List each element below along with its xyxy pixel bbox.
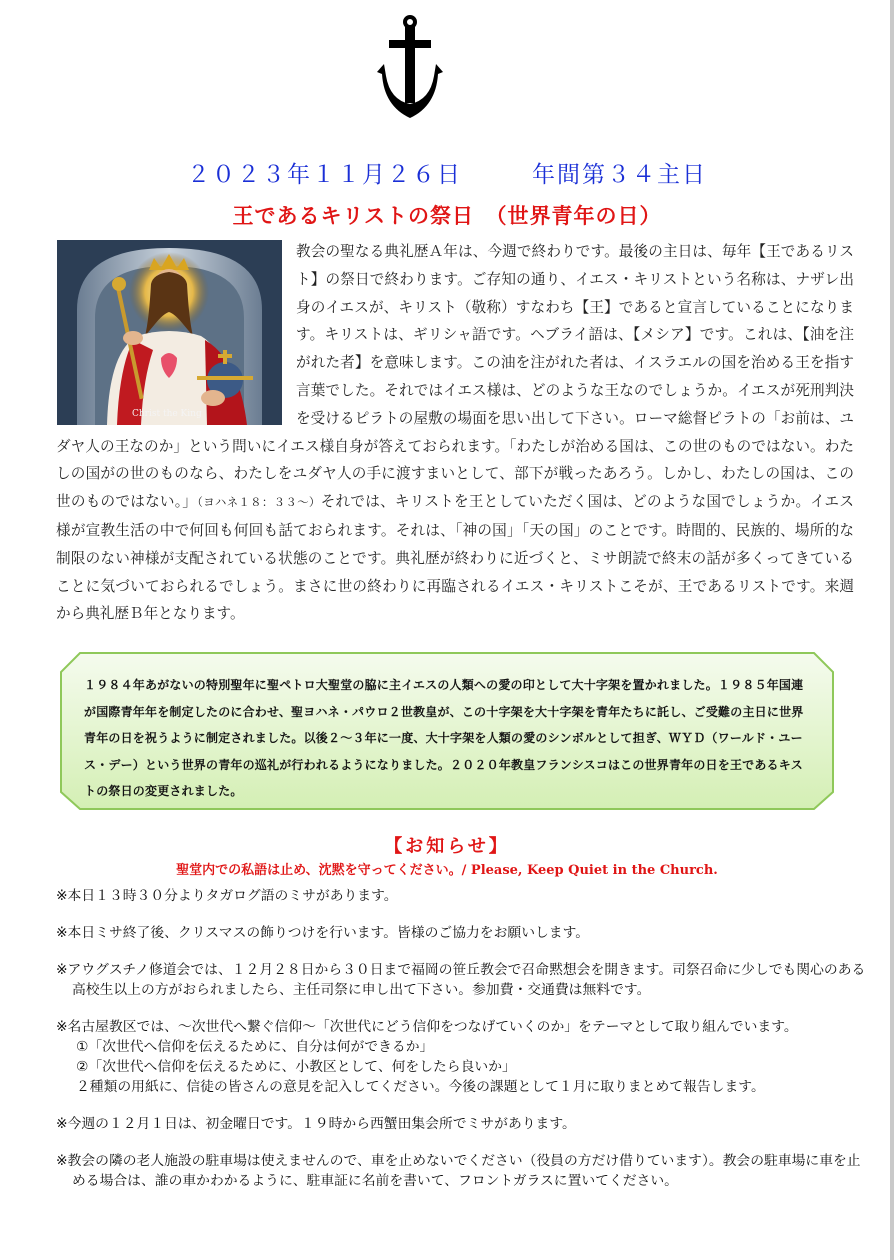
date: ２０２３年１１月２６日 (187, 162, 462, 188)
date-line (0, 156, 894, 189)
image-caption: Christ the King (132, 409, 202, 419)
notice-parking: ※教会の隣の老人施設の駐車場は使えませんので、車を止めないでください（役員の方だけ借りています）。教会の駐車場に車を止める場合は、誰の車かわかるように、駐車証に名前を書いて、フロントガラスに置いてください。 (56, 1153, 861, 1189)
notice-nagoya-text: ※名古屋教区では、～次世代へ繋ぐ信仰～「次世代にどう信仰をつなげていくのか」をテーマとして取り組んでいます。 (56, 1019, 798, 1035)
christ-the-king-image (57, 240, 282, 425)
notice-title: 【お知らせ】 (384, 836, 510, 857)
notice-nagoya-question-2: ②「次世代へ信仰を伝えるために、小教区として、何をしたら良いか」 (76, 1059, 516, 1075)
feast-title: 王であるキリストの祭日 （世界青年の日） (232, 204, 662, 228)
article-text-main: 教会の聖なる典礼歴Ａ年は、今週で終わりです。最後の主日は、毎年【王であるリスト】の祭日で終わります。ご存知の通り、イエス・キリストという名称は、ナザレ出身のイエスが、キリスト（敬称）すなわち【王】であると宣言していることになります。キリストは、ギリシャ語です。ヘブライ語は、【メシア】です。これは、【油を注がれた者】を意味します。この油を注がれた者は、イスラエルの国を治める王を指す言葉でした。それではイエス様は、どのような王なのでしょうか。イエスが死刑判決を受けるピラトの屋敷の場面を思い出して下さい。ローマ総督ピラトの「お前は、ユダヤ人の王なのか」という問いにイエス様自身が答えておられます。「わたしが治める国は、この世のものではない。わたしの国がの世のものなら、わたしをユダヤ人の手に渡すまいとして、部下が戦ったあろう。しかし、わたしの国は、この世のものではない。」 (56, 243, 854, 511)
notice-nagoya-question-1: ①「次世代へ信仰を伝えるために、自分は何ができるか」 (76, 1039, 434, 1055)
article-text-end: それでは、キリストを王としていただく国は、どのような国でしょうか。イエス様が宣教生活の中で何回も何回も話ておられます。それは、「神の国」「天の国」のことです。時間的、民族的、場所的な制限のない神様が支配されている状態のことです。典礼歴が終わりに近づくと、ミサ朗読で終末の話が多くってきていることに気づいておられるでしょう。まさに世の終わりに再臨されるイエス・キリストこそが、王であるリストです。来週から典礼歴Ｂ年となります。 (56, 493, 854, 623)
wyd-text: １９８４年あがないの特別聖年に聖ペトロ大聖堂の脇に主イエスの人類への愛の印として大十字架を置かれました。１９８５年国連が国際青年年を制定したのに合わせ、聖ヨハネ・パウロ２世教皇が、この十字架を大十字架を青年たちに託し、ご受難の主日に世界青年の日を祝うように制定されました。以後２～３年に一度、大十字架を人類の愛のシンボルとして担ぎ、ＷＹＤ（ワールド・ユース・デー）という世界の青年の巡礼が行われるようになりました。２０２０年教皇フランシスコはこの世界青年の日を王であるキストの祭日の変更されました。 (84, 678, 804, 798)
bible-reference: （ヨハネ１８：３３～） (197, 495, 321, 510)
wyd-info-box (58, 650, 836, 812)
notice-first-friday: ※今週の１２月１日は、初金曜日です。１９時から西蟹田集会所でミサがあります。 (56, 1116, 576, 1132)
notice-nagoya-forms: ２種類の用紙に、信徒の皆さんの意見を記入してください。今後の課題として１月に取りまとめて報告します。 (76, 1079, 765, 1095)
notice-nagoya-diocese (56, 1017, 866, 1097)
page-edge (890, 0, 894, 1260)
notice-christmas-decoration: ※本日ミサ終了後、クリスマスの飾りつけを行います。皆様のご協力をお願いします。 (56, 925, 590, 941)
notice-tagalog-mass: ※本日１３時３０分よりタガログ語のミサがあります。 (56, 888, 398, 904)
anchor-icon (374, 14, 446, 120)
notices-list (56, 886, 866, 1208)
quiet-request: 聖堂内での私語は止め、沈黙を守ってください。/ Please, Keep Quiet in the Church. (176, 863, 718, 878)
notice-vocation-retreat: ※アウグスチノ修道会では、１２月２８日から３０日まで福岡の笹丘教会で召命黙想会を開きます。司祭召命に少しでも関心のある高校生以上の方がおられましたら、主任司祭に申し出て下さい。参加費・交通費は無料です。 (56, 962, 866, 998)
liturgical-sunday: 年間第３４主日 (532, 162, 707, 188)
